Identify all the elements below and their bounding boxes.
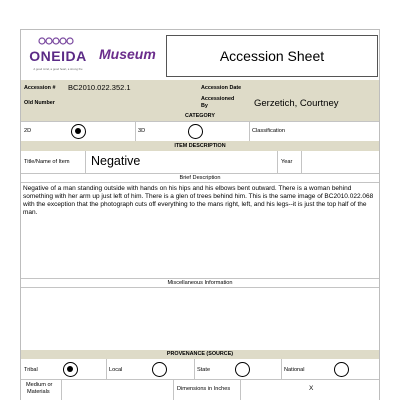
sheet-title: Accession Sheet xyxy=(219,48,325,64)
category-2d-radio[interactable] xyxy=(71,124,86,139)
year-label: Year xyxy=(281,159,293,165)
title-value[interactable]: Negative xyxy=(91,154,141,168)
accession-date-label: Accession Date xyxy=(201,85,242,91)
old-number-label: Old Number xyxy=(24,100,55,106)
logo-tagline: A good mind, a good heart, a strong fire xyxy=(33,67,83,71)
classification-label: Classification xyxy=(252,128,285,134)
accessioned-by-value[interactable]: Gerzetich, Courtney xyxy=(254,98,339,109)
state-label: State xyxy=(197,367,211,373)
local-radio[interactable] xyxy=(152,362,167,377)
item-description-heading: ITEM DESCRIPTION xyxy=(174,143,226,149)
accessioned-by-label-2: By xyxy=(201,103,208,109)
accession-sheet xyxy=(20,29,380,400)
dimensions-label: Dimensions in Inches xyxy=(177,386,231,392)
tribal-label: Tribal xyxy=(24,367,38,373)
category-3d-radio[interactable] xyxy=(188,124,203,139)
medium-label-1: Medium or xyxy=(26,382,53,388)
national-radio[interactable] xyxy=(334,362,349,377)
tribal-radio[interactable] xyxy=(63,362,78,377)
accession-number-value[interactable]: BC2010.022.352.1 xyxy=(68,83,131,92)
sheet-title-box xyxy=(166,35,378,77)
brief-description-label: Brief Description xyxy=(179,175,221,181)
logo-name: ONEIDA xyxy=(29,48,87,64)
national-label: National xyxy=(284,367,305,373)
state-radio[interactable] xyxy=(235,362,250,377)
provenance-heading: PROVENANCE (SOURCE) xyxy=(166,351,234,357)
logo-emblem-icon xyxy=(37,36,77,46)
medium-label-2: Materials xyxy=(27,389,50,395)
category-heading: CATEGORY xyxy=(185,113,215,119)
dimensions-x: X xyxy=(309,385,314,392)
accession-number-label: Accession # xyxy=(24,85,56,91)
local-label: Local xyxy=(109,367,123,373)
museum-label: Museum xyxy=(99,46,156,62)
category-3d-label: 3D xyxy=(138,128,146,134)
oneida-logo xyxy=(23,36,93,78)
misc-info-label: Miscellaneous Information xyxy=(167,280,233,286)
category-2d-label: 2D xyxy=(24,128,32,134)
title-label: Title/Name of Item xyxy=(24,159,70,165)
accessioned-by-label-1: Accessioned xyxy=(201,96,235,102)
brief-description-text[interactable]: Negative of a man standing outside with hands on his hips and his elbows bent outward. There is a woman behind something with her arm up just left of him. There is a glen of trees behind him. This is the same image of BC2010.022.068 with the exception that the photograph cuts off everything to the mans right, left, and his legs--it is just the top half of the man. xyxy=(23,185,374,217)
